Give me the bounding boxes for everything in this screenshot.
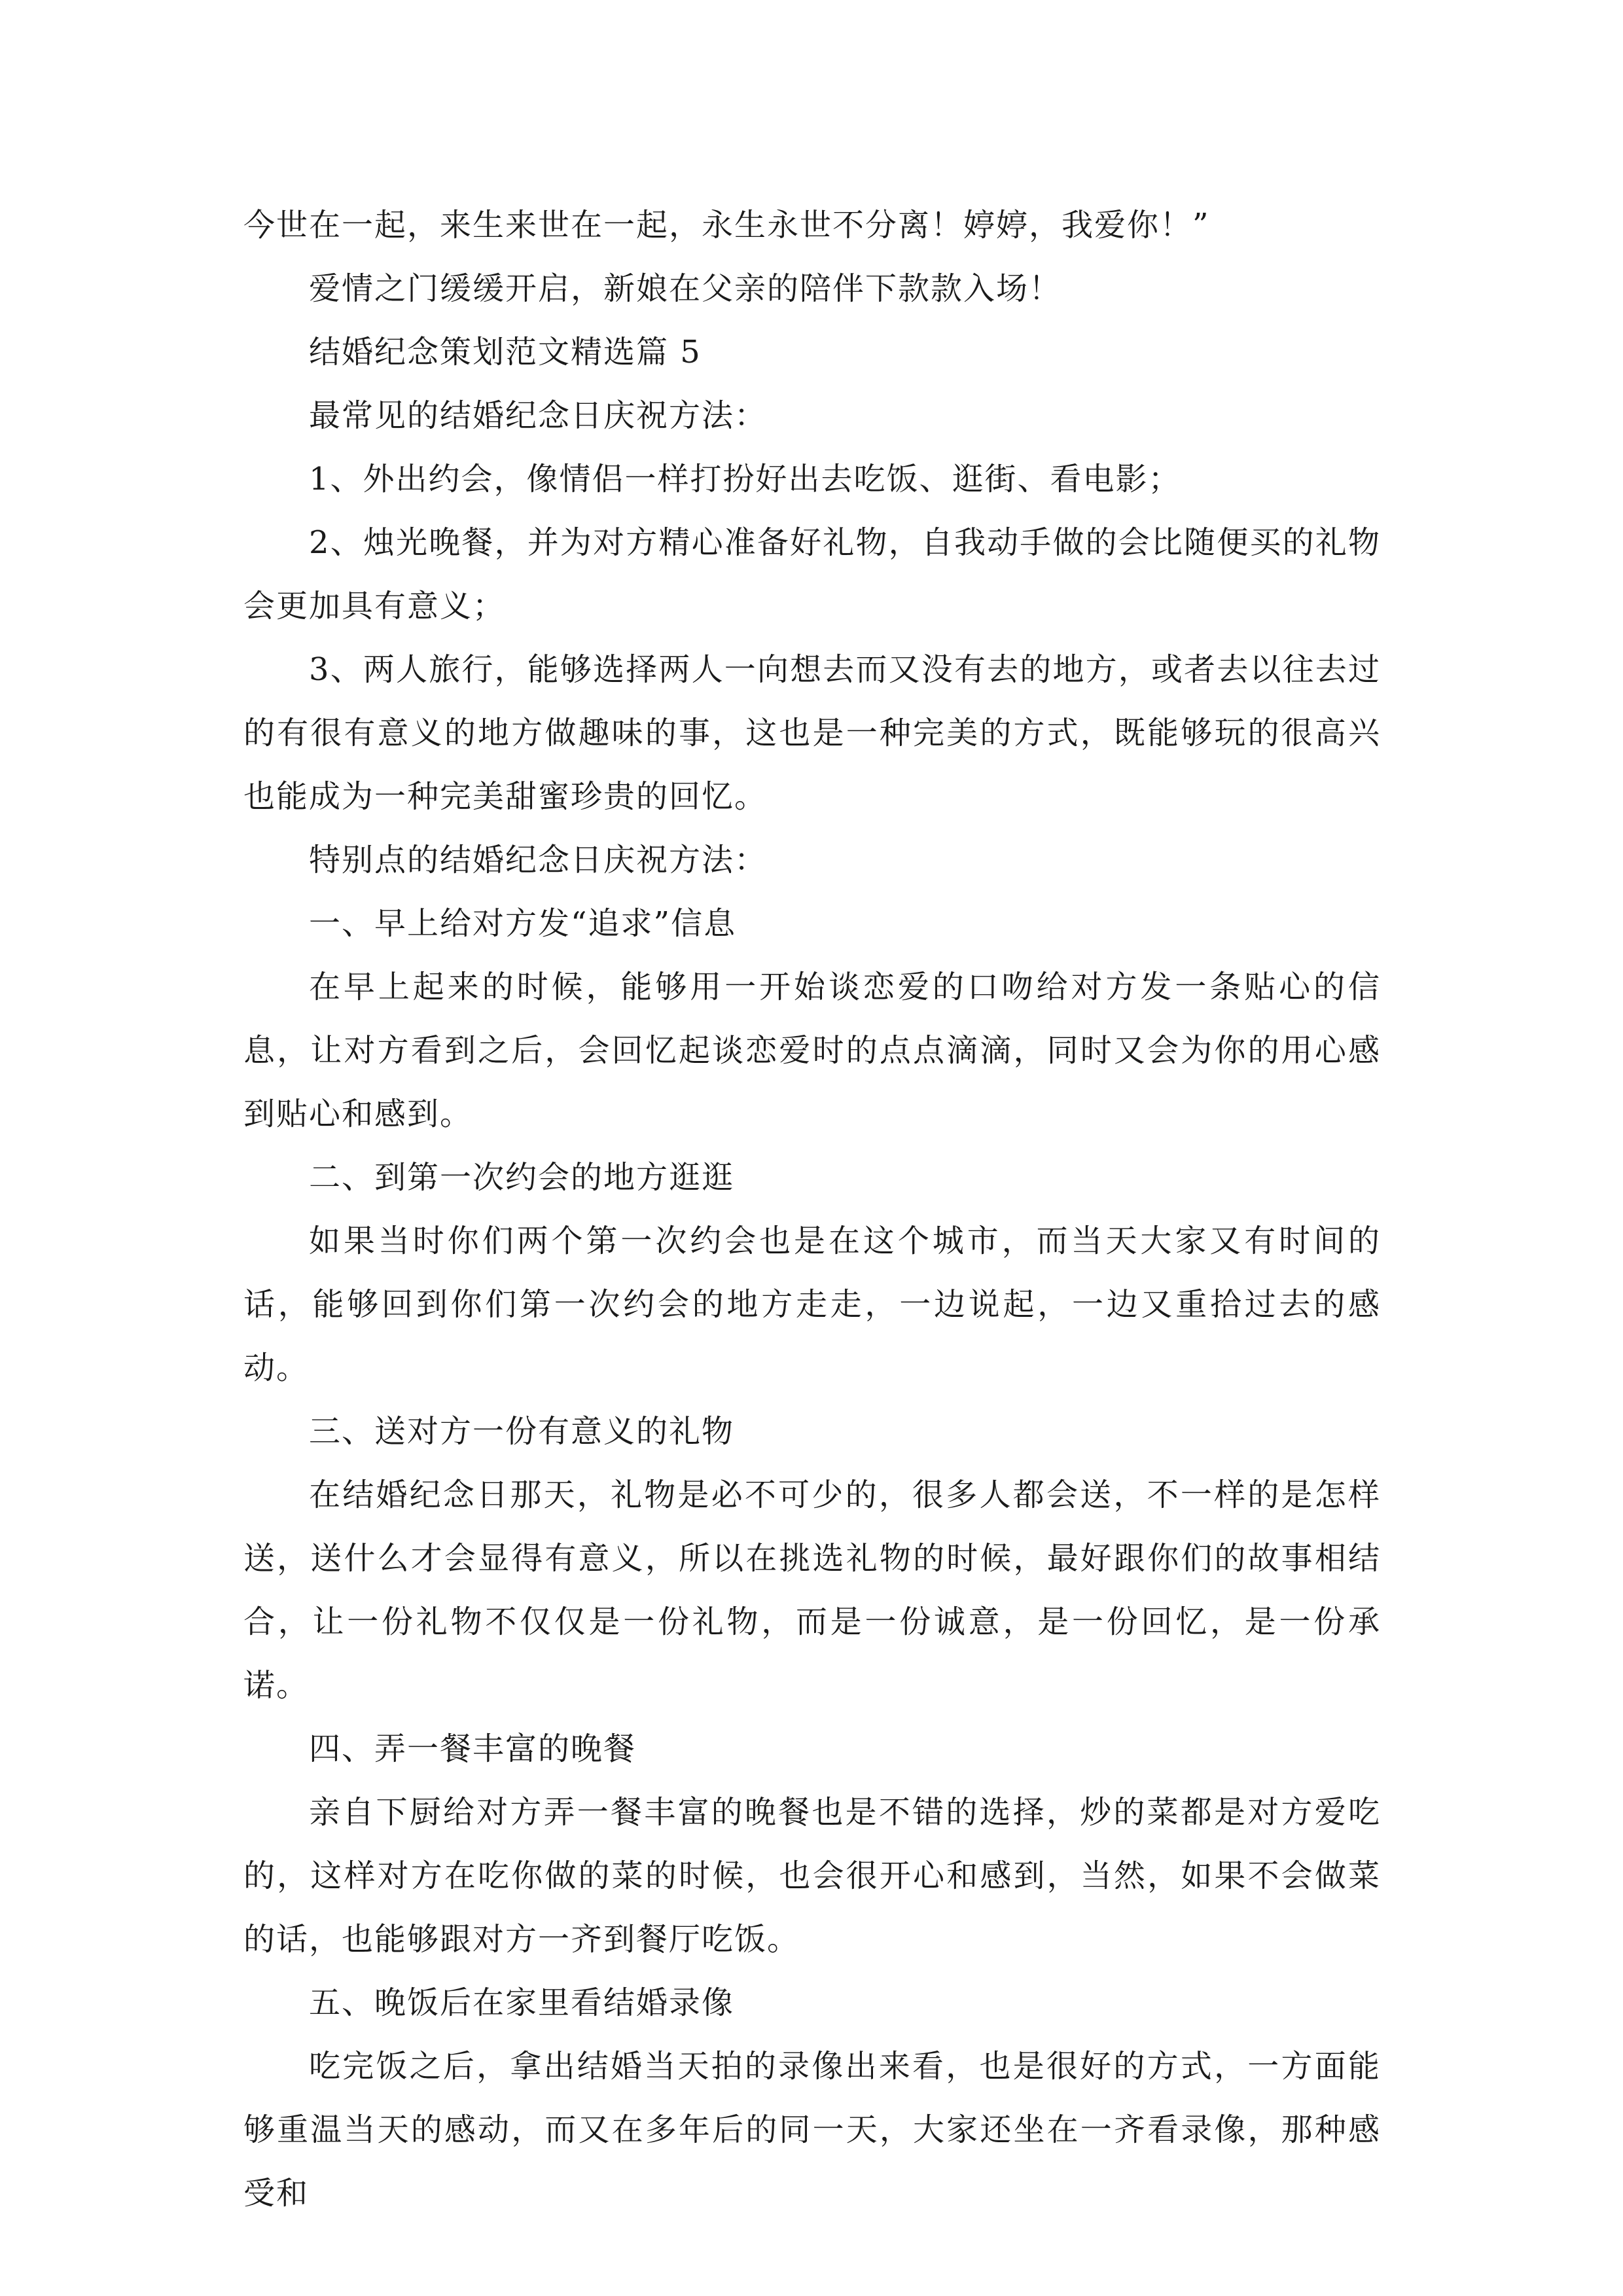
- numbered-heading: 四、弄一餐丰富的晚餐: [309, 1731, 637, 1767]
- list-item: 2、烛光晚餐，并为对方精心准备好礼物，自我动手做的会比随便买的礼物会更加具有意义；: [243, 524, 1381, 624]
- paragraph: 如果当时你们两个第一次约会也是在这个城市，而当天大家又有时间的话，能够回到你们第一次约会的地方走走，一边说起，一边又重拾过去的感动。: [243, 1223, 1381, 1386]
- list-item: 1、外出约会，像情侣一样打扮好出去吃饭、逛街、看电影；: [309, 461, 1181, 497]
- paragraph: 吃完饭之后，拿出结婚当天拍的录像出来看，也是很好的方式，一方面能够重温当天的感动，而又在多年后的同一天，大家还坐在一齐看录像，那种感受和: [243, 2048, 1381, 2212]
- paragraph: 在结婚纪念日那天，礼物是必不可少的，很多人都会送，不一样的是怎样送，送什么才会显得有意义，所以在挑选礼物的时候，最好跟你们的故事相结合，让一份礼物不仅仅是一份礼物，而是一份诚意，是一份回忆，是一份承诺。: [243, 1477, 1381, 1704]
- numbered-heading: 五、晚饭后在家里看结婚录像: [309, 1984, 735, 2021]
- paragraph: 在早上起来的时候，能够用一开始谈恋爱的口吻给对方发一条贴心的信息，让对方看到之后，会回忆起谈恋爱时的点点滴滴，同时又会为你的用心感到贴心和感到。: [243, 969, 1381, 1132]
- subheading: 特别点的结婚纪念日庆祝方法：: [309, 842, 768, 878]
- list-item: 3、两人旅行，能够选择两人一向想去而又没有去的地方，或者去以往去过的有很有意义的地方做趣味的事，这也是一种完美的方式，既能够玩的很高兴也能成为一种完美甜蜜珍贵的回忆。: [243, 651, 1381, 815]
- paragraph: 亲自下厨给对方弄一餐丰富的晚餐也是不错的选择，炒的菜都是对方爱吃的，这样对方在吃你做的菜的时候，也会很开心和感到，当然，如果不会做菜的话，也能够跟对方一齐到餐厅吃饭。: [243, 1794, 1381, 1958]
- subheading: 最常见的结婚纪念日庆祝方法：: [309, 397, 768, 434]
- numbered-heading: 一、早上给对方发“追求”信息: [309, 905, 737, 942]
- section-title: 结婚纪念策划范文精选篇 5: [309, 334, 702, 370]
- numbered-heading: 三、送对方一份有意义的礼物: [309, 1413, 735, 1450]
- numbered-heading: 二、到第一次约会的地方逛逛: [309, 1159, 735, 1196]
- paragraph: 爱情之门缓缓开启，新娘在父亲的陪伴下款款入场！: [309, 270, 1062, 307]
- document-body: [243, 194, 1381, 2225]
- paragraph-continuation: 今世在一起，来生来世在一起，永生永世不分离！婷婷，我爱你！”: [243, 207, 1210, 243]
